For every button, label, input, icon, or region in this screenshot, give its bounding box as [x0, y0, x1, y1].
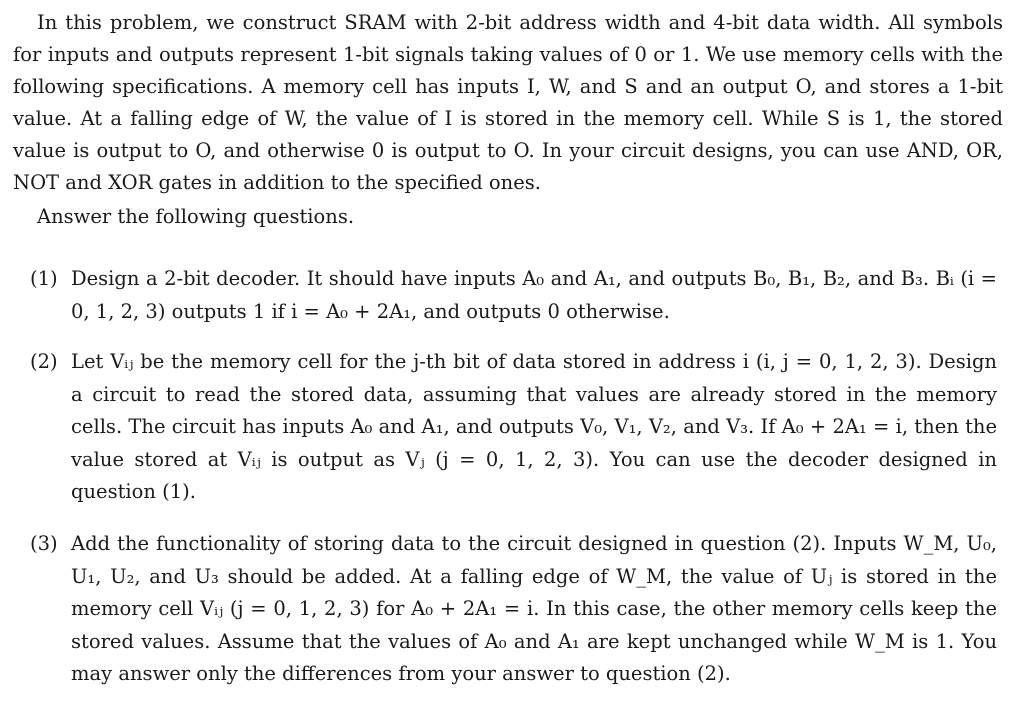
problem-intro: In this problem, we construct SRAM with 2-bit address width and 4-bit data width. All symbols for inputs and outputs represent 1-bit signals taking values of 0 or 1. We use memory cells with the following specifications. A memory cell has inputs I, W, and S and an output O, and stores a 1-bit value. At a falling edge of W, the value of I is stored in the memory cell. While S is 1, the stored value is output to O, and otherwise 0 is output to O. In your circuit designs, you can use AND, OR, NOT and XOR gates in addition to the specified ones.: [13, 11, 1003, 194]
question-text: Add the functionality of storing data to the circuit designed in question (2). Inputs W_M, U₀, U₁, U₂, and U₃ should be added. At a falling edge of W_M, the value of Uⱼ is stored in the memory cell Vᵢⱼ (j = 0, 1, 2, 3) for A₀ + 2A₁ = i. In this case, the other memory cells keep the stored values. Assume that the values of A₀ and A₁ are kept unchanged while W_M is 1. You may answer only the differences from your answer to question (2).: [71, 532, 997, 685]
question-1: [30, 263, 997, 328]
question-2: [30, 346, 997, 509]
question-number: (2): [30, 350, 58, 373]
question-number: (1): [30, 267, 58, 290]
instruction-text: Answer the following questions.: [37, 205, 355, 228]
question-3: [30, 528, 997, 691]
question-number: (3): [30, 532, 58, 555]
question-text: Design a 2-bit decoder. It should have inputs A₀ and A₁, and outputs B₀, B₁, B₂, and B₃. Bᵢ (i = 0, 1, 2, 3) outputs 1 if i = A₀ + 2A₁, and outputs 0 otherwise.: [71, 267, 997, 323]
question-text: Let Vᵢⱼ be the memory cell for the j-th bit of data stored in address i (i, j = 0, 1, 2, 3). Design a circuit to read the stored data, assuming that values are already stored in the memory cells. The circuit has inputs A₀ and A₁, and outputs V₀, V₁, V₂, and V₃. If A₀ + 2A₁ = i, then the value stored at Vᵢⱼ is output as Vⱼ (j = 0, 1, 2, 3). You can use the decoder designed in question (1).: [71, 350, 997, 503]
